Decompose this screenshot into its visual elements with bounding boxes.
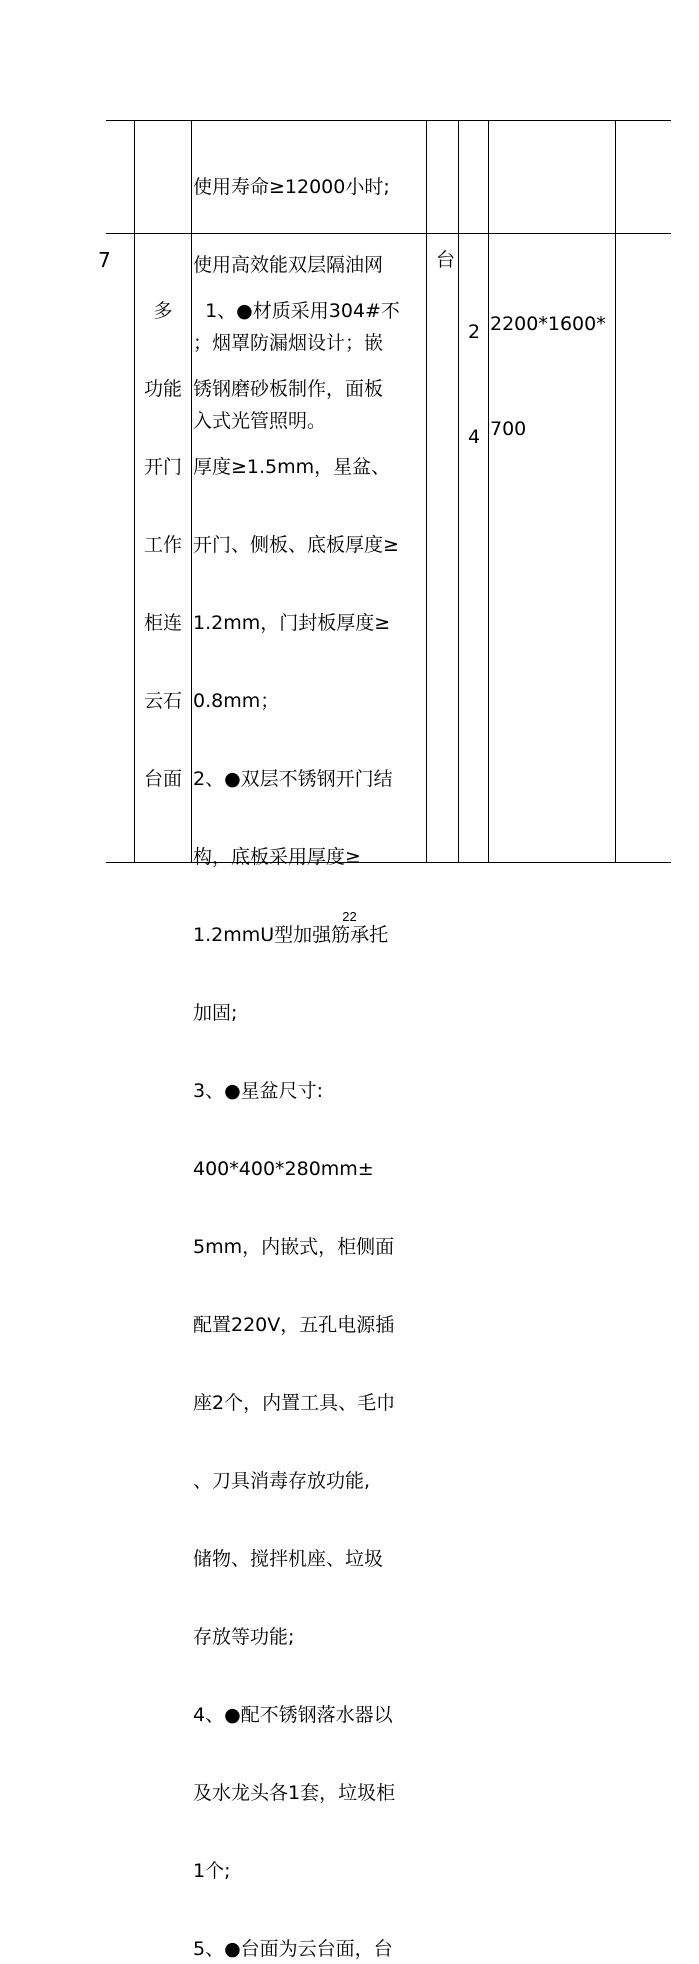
col-divider-5 [488,120,489,862]
size-line: 700 [490,418,527,440]
row-index: 7 [98,248,111,272]
name-line: 云石 [143,690,182,712]
spec-line: 、刀具消毒存放功能, [193,1470,371,1492]
name-line: 工作 [143,534,182,556]
spec-line: 使用寿命≥12000小时; [193,176,390,198]
spec-line: 厚度≥1.5mm，星盆、 [193,456,391,478]
qty-line: 2 [467,321,481,343]
spec-line: 开门、侧板、底板厚度≥ [193,534,399,556]
item-unit: 台 [436,249,456,271]
col-divider-3 [426,120,427,862]
size-line: 2200*1600* [490,313,606,335]
spec-line: 1.2mm，门封板厚度≥ [193,612,391,634]
col-divider-2 [191,120,192,862]
spec-line: 3、●星盆尺寸: [193,1080,324,1102]
spec-line: 构，底板采用厚度≥ [193,846,361,868]
page-number: 22 [342,909,357,924]
spec-line: 使用高效能双层隔油网 [193,254,384,276]
name-line: 开门 [143,456,182,478]
spec-line: 1.2mmU型加强筋承托 [193,924,389,946]
spec-line: 加固; [193,1002,238,1024]
spec-line: 5、●台面为云台面，台 [193,1938,393,1960]
name-line: 功能 [143,378,182,400]
col-divider-1 [134,120,135,862]
item-size [490,237,606,517]
name-line: 柜连 [143,612,182,634]
col-divider-4 [458,120,459,862]
qty-line: 4 [467,426,481,448]
spec-line: 入式光管照明。 [193,410,327,432]
spec-line: ；烟罩防漏烟设计；嵌 [193,332,384,354]
spec-line: 存放等功能; [193,1626,295,1648]
spec-line: 2、●双层不锈钢开门结 [193,768,393,790]
name-line: 台面 [143,768,182,790]
col-divider-6 [615,120,616,862]
spec-line: 0.8mm； [193,690,280,712]
name-line: 多 [153,300,173,322]
item-name [136,246,190,844]
spec-line: 400*400*280mm± [193,1158,374,1180]
spec-line: 1、●材质采用304#不 [193,300,400,322]
spec-line: 4、●配不锈钢落水器以 [193,1704,393,1726]
spec-line: 座2个，内置工具、毛巾 [193,1392,396,1414]
spec-line: 1个; [193,1860,231,1882]
spec-line: 5mm，内嵌式，柜侧面 [193,1236,395,1258]
spec-line: 配置220V，五孔电源插 [193,1314,395,1336]
spec-line: 及水龙头各1套，垃圾柜 [193,1782,396,1804]
spec-line: 储物、搅拌机座、垃圾 [193,1548,384,1570]
item-specification [193,246,400,1964]
spec-line: 锈钢磨砂板制作，面板 [193,378,384,400]
item-quantity [462,245,486,525]
